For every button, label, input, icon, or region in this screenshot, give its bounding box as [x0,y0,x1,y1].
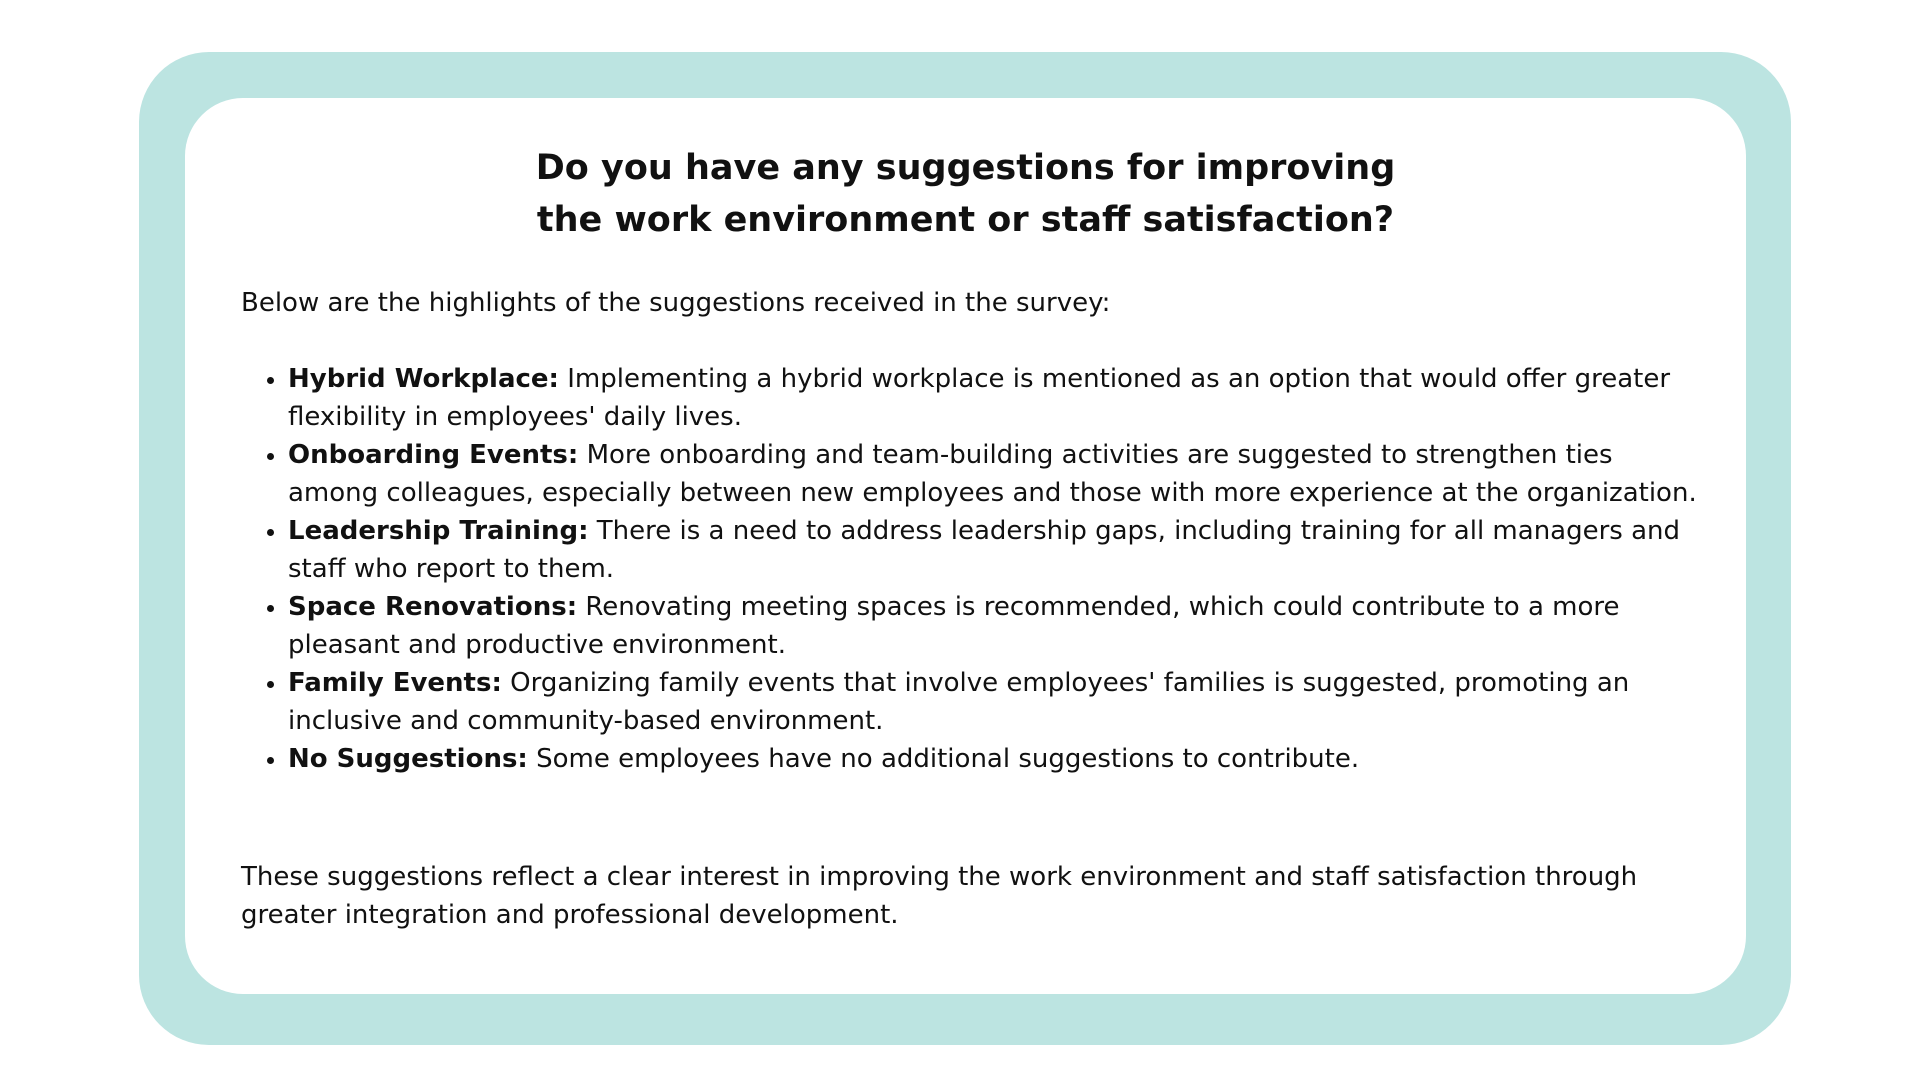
list-item-text: Organizing family events that involve employees' families is suggested, promoting an inclusive and community-based environment. [288,668,1630,736]
suggestions-list [241,360,1701,778]
page-title [185,142,1746,246]
list-item-text: Renovating meeting spaces is recommended, which could contribute to a more pleasant and productive environment. [288,592,1620,660]
conclusion-text: These suggestions reflect a clear interest in improving the work environment and staff satisfaction through greater integration and professional development. [241,862,1638,930]
content-card [185,98,1746,994]
intro-text: Below are the highlights of the suggestions received in the survey: [241,288,1111,318]
list-item [288,664,1701,740]
title-line-1: Do you have any suggestions for improving [535,148,1396,188]
list-item-text: Some employees have no additional suggestions to contribute. [527,744,1360,774]
list-item-title: Onboarding Events: [288,440,579,470]
list-item-title: Space Renovations: [288,592,578,622]
title-line-2: the work environment or staff satisfaction? [536,200,1395,240]
list-item [288,740,1701,778]
list-item-text: There is a need to address leadership gaps, including training for all managers and staff who report to them. [288,516,1681,584]
list-item-title: Family Events: [288,668,502,698]
outer-frame [139,52,1791,1045]
list-item-title: Leadership Training: [288,516,589,546]
list-item [288,512,1701,588]
list-item-text: Implementing a hybrid workplace is mentioned as an option that would offer greater flexibility in employees' daily lives. [288,364,1671,432]
list-item [288,588,1701,664]
list-item-title: No Suggestions: [288,744,528,774]
list-item-title: Hybrid Workplace: [288,364,559,394]
list-item [288,360,1701,436]
list-item-text: More onboarding and team-building activities are suggested to strengthen ties among colleagues, especially between new employees and those with more experience at the organization. [288,440,1697,508]
list-item [288,436,1701,512]
